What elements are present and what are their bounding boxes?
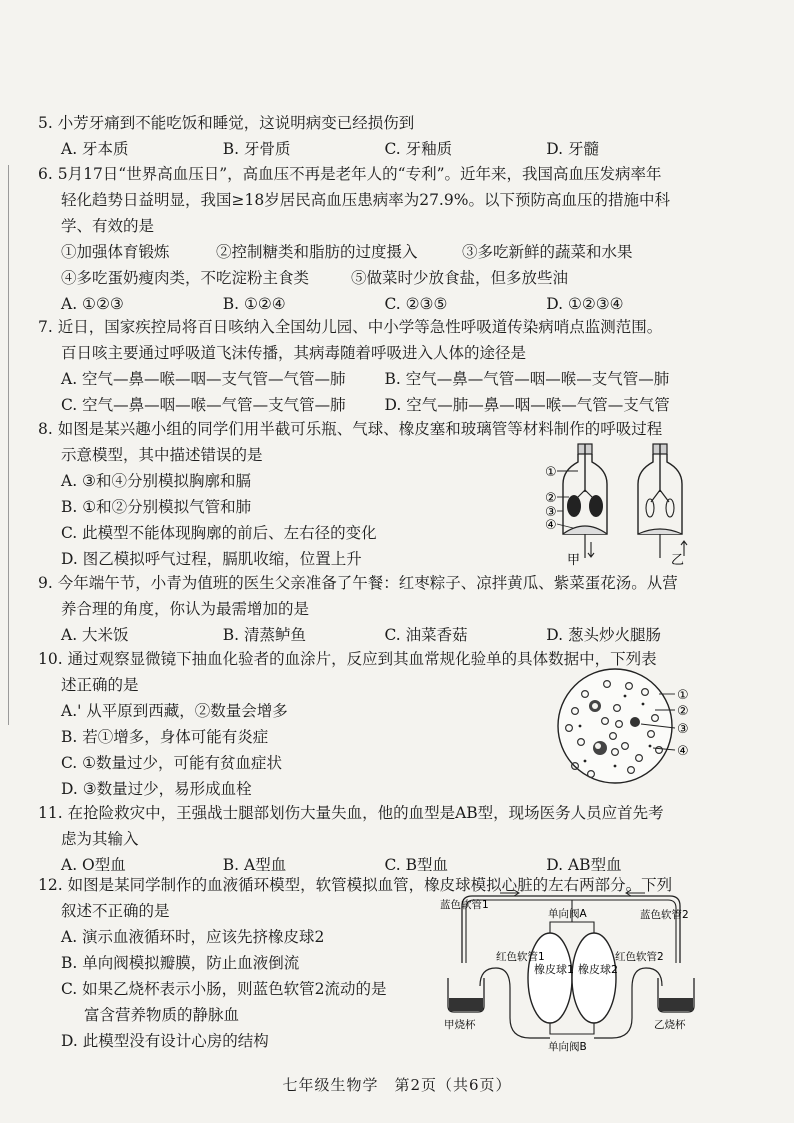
q6-item-5: ⑤做菜时少放食盐，但多放些油 <box>351 269 569 287</box>
q6-item-4: ④多吃蛋奶瘦肉类，不吃淀粉主食类 <box>61 269 310 287</box>
q9-option-c[interactable]: C. 油菜香菇 <box>384 626 468 644</box>
q11-option-d[interactable]: D. AB型血 <box>546 856 622 874</box>
q6-option-c[interactable]: C. ②③⑤ <box>384 295 448 313</box>
q12-label-valve-b: 单向阀B <box>548 1041 587 1053</box>
q12-label-bulb-1: 橡皮球1 <box>534 963 574 976</box>
q10-fig-label-2: ② <box>677 704 689 719</box>
q9-option-b[interactable]: B. 清蒸鲈鱼 <box>222 626 306 644</box>
q8-fig-caption-jia: 甲 <box>567 553 581 568</box>
breathing-model-svg <box>545 440 705 570</box>
q8-option-a[interactable]: A. ③和④分别模拟胸廓和膈 <box>61 472 251 490</box>
rubber-bulb-2 <box>572 933 616 1023</box>
q6-option-a[interactable]: A. ①②③ <box>61 295 124 313</box>
q11-stem-line-2: 虑为其输入 <box>61 830 139 848</box>
binding-margin-line <box>8 165 9 725</box>
q10-option-d[interactable]: D. ③数量过少，易形成血栓 <box>61 780 252 798</box>
q12-circulation-model-figure <box>440 888 702 1058</box>
q12-label-beaker-jia: 甲烧杯 <box>444 1019 476 1031</box>
question-9 <box>38 570 708 648</box>
q11-option-b[interactable]: B. A型血 <box>222 856 287 874</box>
q8-option-d[interactable]: D. 图乙模拟呼气过程，膈肌收缩，位置上升 <box>61 550 362 568</box>
q12-label-red-tube-2: 红色软管2 <box>615 951 664 963</box>
q12-option-b[interactable]: B. 单向阀模拟瓣膜，防止血液倒流 <box>61 954 300 972</box>
q12-label-blue-tube-1: 蓝色软管1 <box>440 899 489 911</box>
question-11 <box>38 800 708 878</box>
q6-stem-line-3: 学、有效的是 <box>61 217 155 235</box>
circulation-model-svg <box>440 888 702 1058</box>
q12-option-c-continued: 富含营养物质的静脉血 <box>84 1006 240 1024</box>
q8-stem-line-2: 示意模型，其中描述错误的是 <box>61 446 263 464</box>
q10-option-b[interactable]: B. 若①增多，身体可能有炎症 <box>61 728 269 746</box>
q10-fig-label-4: ④ <box>677 744 689 759</box>
q8-option-c[interactable]: C. 此模型不能体现胸廓的前后、左右径的变化 <box>61 524 377 542</box>
page-footer: 七年级生物学 第2页（共6页） <box>282 1076 512 1094</box>
rubber-bulb-1 <box>528 933 572 1023</box>
q11-option-c[interactable]: C. B型血 <box>384 856 449 874</box>
q5-option-c[interactable]: C. 牙釉质 <box>384 140 453 158</box>
q8-fig-label-1: ① <box>545 465 557 480</box>
q8-fig-label-3: ③ <box>545 505 557 520</box>
q6-item-1: ①加强体育锻炼 <box>61 243 170 261</box>
q7-stem-line-1: 7. 近日，国家疾控局将百日咳纳入全国幼儿园、中小学等急性呼吸道传染病哨点监测范围。 <box>38 318 663 336</box>
q6-item-2: ②控制糖类和脂肪的过度摄入 <box>216 243 418 261</box>
q9-option-d[interactable]: D. 葱头炒火腿肠 <box>546 626 661 644</box>
q6-items-row-1 <box>38 239 708 265</box>
question-6 <box>38 161 708 317</box>
q10-fig-label-1: ① <box>677 688 689 703</box>
q5-option-d[interactable]: D. 牙髓 <box>546 140 599 158</box>
q7-option-d[interactable]: D. 空气—肺—鼻—咽—喉—气管—支气管 <box>384 396 670 414</box>
q8-option-b[interactable]: B. ①和②分别模拟气管和肺 <box>61 498 252 516</box>
q6-stem-line-2: 轻化趋势日益明显，我国≥18岁居民高血压患病率为27.9%。以下预防高血压的措施中科 <box>61 191 670 209</box>
q7-option-b[interactable]: B. 空气—鼻—气管—咽—喉—支气管—肺 <box>384 370 670 388</box>
q7-option-c[interactable]: C. 空气—鼻—咽—喉—气管—支气管—肺 <box>61 396 346 414</box>
q8-fig-label-2: ② <box>545 491 557 506</box>
q10-stem-line-2: 述正确的是 <box>61 676 139 694</box>
q8-stem-line-1: 8. 如图是某兴趣小组的同学们用半截可乐瓶、气球、橡皮塞和玻璃管等材料制作的呼吸过程 <box>38 420 663 438</box>
q12-label-bulb-2: 橡皮球2 <box>578 963 618 976</box>
q10-option-a[interactable]: A.' 从平原到西藏，②数量会增多 <box>61 702 288 720</box>
q10-option-c[interactable]: C. ①数量过少，可能有贫血症状 <box>61 754 283 772</box>
q5-options <box>38 136 708 162</box>
q12-label-beaker-yi: 乙烧杯 <box>654 1019 686 1031</box>
blood-smear-svg <box>555 666 703 786</box>
q11-stem-line-1: 11. 在抢险救灾中，王强战士腿部划伤大量失血，他的血型是AB型，现场医务人员应首先考 <box>38 804 664 822</box>
q12-label-valve-a: 单向阀A <box>548 908 587 920</box>
q9-option-a[interactable]: A. 大米饭 <box>61 626 129 644</box>
bottle-yi <box>638 444 687 558</box>
q7-options-row-2 <box>38 392 708 418</box>
q11-option-a[interactable]: A. O型血 <box>61 856 126 874</box>
q7-options-row-1 <box>38 366 708 392</box>
q12-option-c[interactable]: C. 如果乙烧杯表示小肠，则蓝色软管2流动的是 <box>61 980 387 998</box>
q6-item-3: ③多吃新鲜的蔬菜和水果 <box>462 243 633 261</box>
q10-stem-line-1: 10. 通过观察显微镜下抽血化验者的血涂片，反应到其血常规化验单的具体数据中，下列表 <box>38 650 657 668</box>
q7-stem-line-2: 百日咳主要通过呼吸道飞沫传播，其病毒随着呼吸进入人体的途径是 <box>61 344 527 362</box>
white-blood-cell-2 <box>630 717 640 727</box>
q10-blood-smear-figure <box>555 666 703 786</box>
q6-items-row-2 <box>38 265 708 291</box>
q10-fig-label-3: ③ <box>677 722 689 737</box>
q12-stem-line-2: 叙述不正确的是 <box>61 902 170 920</box>
q5-option-b[interactable]: B. 牙骨质 <box>222 140 291 158</box>
q8-fig-label-4: ④ <box>545 518 557 533</box>
q8-fig-caption-yi: 乙 <box>671 553 685 568</box>
q12-label-blue-tube-2: 蓝色软管2 <box>640 909 689 921</box>
q12-option-d[interactable]: D. 此模型没有设计心房的结构 <box>61 1032 269 1050</box>
q6-option-d[interactable]: D. ①②③④ <box>546 295 624 313</box>
q12-label-red-tube-1: 红色软管1 <box>496 951 545 963</box>
question-5 <box>38 110 708 162</box>
q12-option-a[interactable]: A. 演示血液循环时，应该先挤橡皮球2 <box>61 928 325 946</box>
q9-stem-line-2: 养合理的角度，你认为最需增加的是 <box>61 600 310 618</box>
q5-option-a[interactable]: A. 牙本质 <box>61 140 129 158</box>
q9-stem-line-1: 9. 今年端午节，小青为值班的医生父亲准备了午餐：红枣粽子、凉拌黄瓜、紫菜蛋花汤。从营 <box>38 574 678 592</box>
bottle-jia <box>563 444 607 558</box>
q7-option-a[interactable]: A. 空气—鼻—喉—咽—支气管—气管—肺 <box>61 370 346 388</box>
q6-stem-line-1: 6. 5月17日“世界高血压日”，高血压不再是老年人的“专利”。近年来，我国高血压发病率年 <box>38 165 662 183</box>
q8-breathing-model-figure <box>545 440 705 570</box>
q9-options <box>38 622 708 648</box>
q12-stem-line-1: 12. 如图是某同学制作的血液循环模型，软管模拟血管，橡皮球模拟心脏的左右两部分。下列 <box>38 876 673 894</box>
q5-stem: 5. 小芳牙痛到不能吃饭和睡觉，这说明病变已经损伤到 <box>38 114 415 132</box>
question-7 <box>38 314 708 418</box>
q6-option-b[interactable]: B. ①②④ <box>222 295 286 313</box>
